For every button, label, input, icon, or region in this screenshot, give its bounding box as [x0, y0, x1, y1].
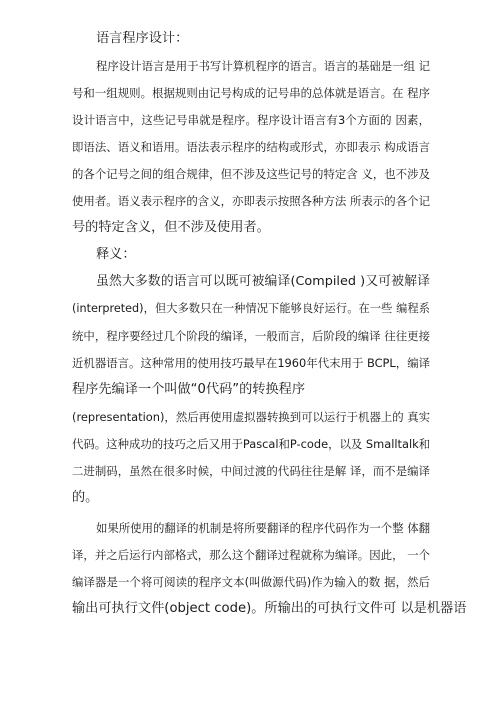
paragraph-2-line: 近机器语言。这种常用的使用技巧最早在1960年代末用于 BCPL，编译 — [72, 356, 430, 370]
paragraph-2-line: (representation)，然后再使用虚拟器转换到可以运行于机器上的 真实 — [72, 410, 431, 424]
paragraph-3-line: 译，并之后运行内部格式，那么这个翻译过程就称为编译。因此， 一个 — [72, 548, 430, 562]
paragraph-2-line: 的。 — [72, 490, 99, 505]
paragraph-2-line: 虽然大多数的语言可以既可被编译(Compiled )又可被解译 — [96, 274, 430, 289]
section-subheading: 释义： — [96, 247, 136, 262]
paragraph-1-line: 的各个记号之间的组合规律，但不涉及这些记号的特定含 义，也不涉及 — [72, 167, 430, 181]
paragraph-1-line: 设计语言中，这些记号串就是程序。程序设计语言有3个方面的 因素， — [72, 113, 430, 127]
paragraph-2-line: 二进制码，虽然在很多时候，中间过渡的代码往往是解 译，而不是编译 — [72, 464, 430, 478]
paragraph-3-line: 编译器是一个将可阅读的程序文本(叫做源代码)作为输入的数 据，然后 — [72, 575, 430, 589]
paragraph-1-line: 使用者。语义表示程序的含义，亦即表示按照各种方法 所表示的各个记 — [72, 194, 430, 208]
section-heading: 语言程序设计： — [96, 31, 189, 46]
paragraph-1-line: 号的特定含义，但不涉及使用者。 — [72, 220, 270, 235]
paragraph-2-line: 代码。这种成功的技巧之后又用于Pascal和P-code，以及 Smalltalk和 — [72, 437, 431, 451]
paragraph-1-line: 程序设计语言是用于书写计算机程序的语言。语言的基础是一组 记 — [96, 59, 430, 73]
paragraph-3-line: 如果所使用的翻译的机制是将所要翻译的程序代码作为一个整 体翻 — [96, 521, 430, 535]
paragraph-3-line: 输出可执行文件(object code)。所输出的可执行文件可 以是机器语 — [72, 601, 467, 616]
paragraph-2-line: 统中，程序要经过几个阶段的编译，一般而言，后阶段的编译 往往更接 — [72, 329, 430, 343]
paragraph-2-line: (interpreted)，但大多数只在一种情况下能够良好运行。在一些 编程系 — [72, 302, 430, 315]
paragraph-1-line: 即语法、语义和语用。语法表示程序的结构或形式，亦即表示 构成语言 — [72, 140, 430, 154]
paragraph-1-line: 号和一组规则。根据规则由记号构成的记号串的总体就是语言。在 程序 — [72, 86, 430, 100]
paragraph-2-line: 程序先编译一个叫做“0代码”的转换程序 — [72, 382, 306, 397]
